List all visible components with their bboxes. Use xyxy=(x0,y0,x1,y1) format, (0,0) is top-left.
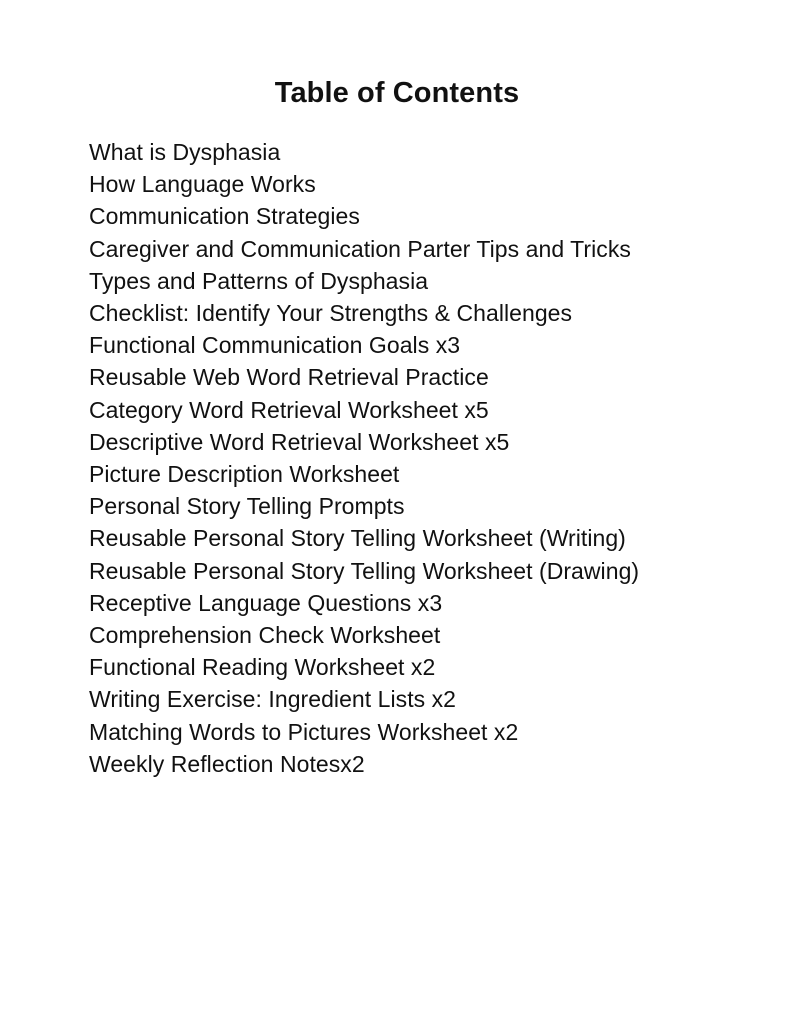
toc-item: Checklist: Identify Your Strengths & Challenges xyxy=(89,300,573,327)
toc-item: Functional Reading Worksheet x2 xyxy=(89,654,436,681)
toc-item: Caregiver and Communication Parter Tips and Tricks xyxy=(89,235,631,262)
toc-item: Reusable Personal Story Telling Worksheet (Writing) xyxy=(89,525,626,552)
toc-item: Category Word Retrieval Worksheet x5 xyxy=(89,396,489,423)
toc-item: Picture Description Worksheet xyxy=(89,461,400,488)
toc-item: Reusable Personal Story Telling Worksheet (Drawing) xyxy=(89,557,640,584)
toc-item: Writing Exercise: Ingredient Lists x2 xyxy=(89,686,457,713)
toc-item: What is Dysphasia xyxy=(89,139,281,165)
toc-item: Reusable Web Word Retrieval Practice xyxy=(89,364,489,391)
toc-item: Comprehension Check Worksheet xyxy=(89,622,441,649)
toc-item: Matching Words to Pictures Worksheet x2 xyxy=(89,718,519,745)
toc-item: Functional Communication Goals x3 xyxy=(89,332,461,359)
toc-item: How Language Works xyxy=(89,171,316,198)
table-of-contents-list xyxy=(89,136,639,780)
toc-item: Personal Story Telling Prompts xyxy=(89,493,405,520)
toc-item: Descriptive Word Retrieval Worksheet x5 xyxy=(89,428,510,455)
toc-item: Receptive Language Questions x3 xyxy=(89,589,443,616)
toc-item: Weekly Reflection Notesx2 xyxy=(89,750,365,777)
page-title: Table of Contents xyxy=(274,77,520,110)
toc-item: Communication Strategies xyxy=(89,203,360,230)
toc-item: Types and Patterns of Dysphasia xyxy=(89,267,429,294)
